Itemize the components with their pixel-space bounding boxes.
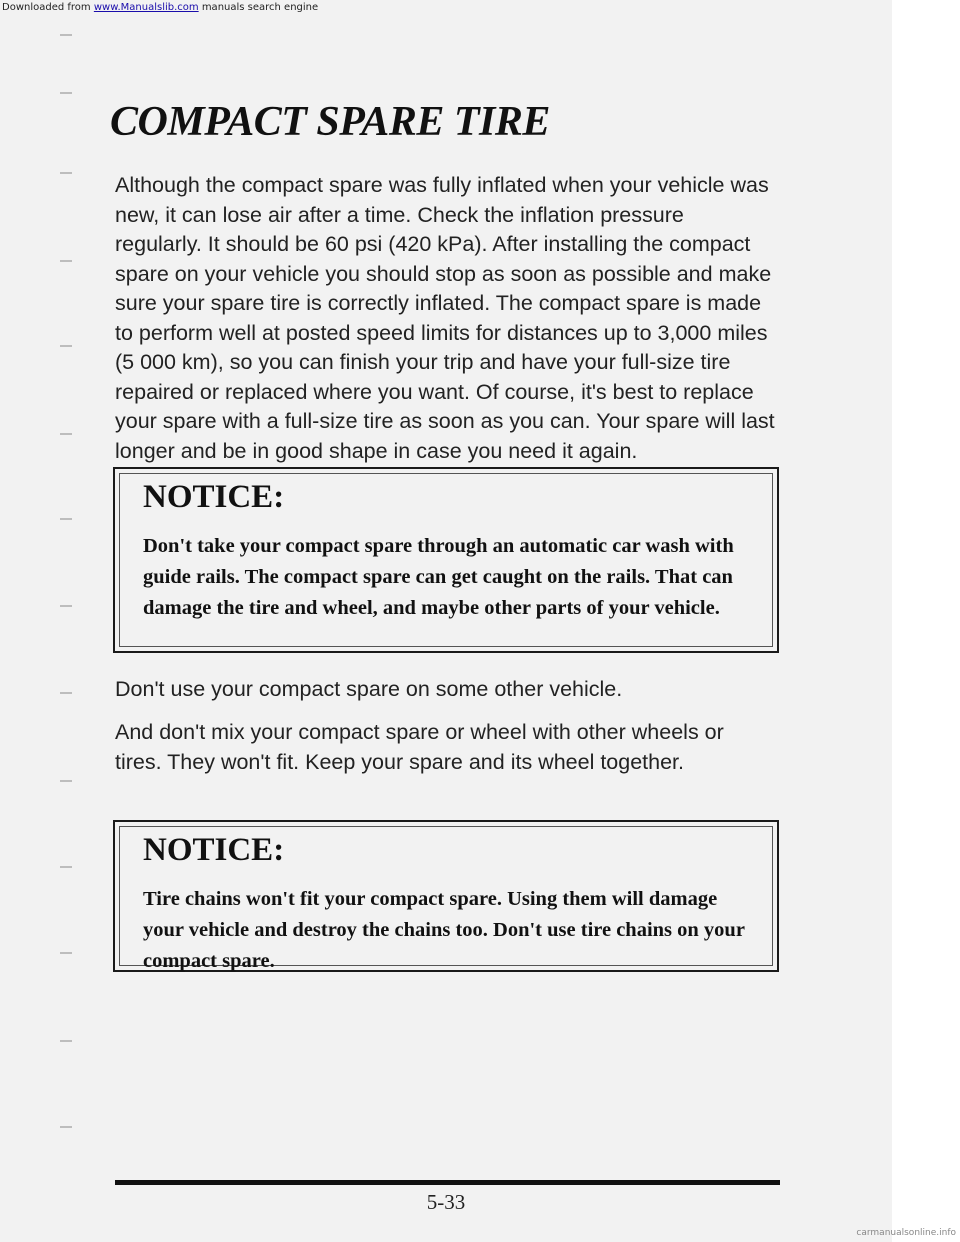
notice-body: Don't take your compact spare through an automatic car wash with guide rails. The compact spare can get caught on the rails. That can damage the tire and wheel, and maybe other parts of your vehicle.: [143, 535, 734, 619]
site-watermark: carmanualsonline.info: [856, 1228, 956, 1238]
footer-rule: [115, 1180, 780, 1185]
margin-mark: [60, 345, 72, 347]
spare-usage-paragraph: Don't use your compact spare on some other vehicle.: [115, 677, 623, 701]
download-watermark: [2, 2, 318, 13]
intro-paragraph: Although the compact spare was fully inflated when your vehicle was new, it can lose air after a time. Check the inflation pressure regularly. It should be 60 psi (420 kPa). After installing the compact spare on your vehicle you should stop as soon as possible and make sure your spare tire is correctly inflated. The compact spare is made to perform well at posted speed limits for distances up to 3,000 miles (5 000 km), so you can finish your trip and have your full-size tire repaired or replaced where you want. Of course, it's best to replace your spare with a full-size tire as soon as you can. Your spare will last longer and be in good shape in case you need it again.: [115, 173, 775, 463]
page-number: 5-33: [426, 1190, 466, 1214]
notice-box: [113, 820, 779, 972]
watermark-link[interactable]: www.Manualslib.com: [93, 2, 199, 13]
watermark-prefix: Downloaded from: [2, 2, 94, 13]
notice-box: [113, 467, 779, 653]
mixing-paragraph: And don't mix your compact spare or wheel with other wheels or tires. They won't fit. Keep your spare and its wheel together.: [115, 720, 724, 774]
margin-mark: [60, 92, 72, 94]
margin-mark: [60, 952, 72, 954]
notice-heading: NOTICE:: [143, 832, 285, 868]
margin-mark: [60, 866, 72, 868]
margin-mark: [60, 433, 72, 435]
margin-mark: [60, 692, 72, 694]
notice-heading: NOTICE:: [143, 479, 285, 515]
margin-mark: [60, 1040, 72, 1042]
margin-mark: [60, 780, 72, 782]
margin-mark: [60, 518, 72, 520]
notice-body: Tire chains won't fit your compact spare. Using them will damage your vehicle and destroy the chains too. Don't use tire chains on your compact spare.: [143, 888, 745, 972]
watermark-suffix: manuals search engine: [198, 2, 319, 13]
margin-mark: [60, 172, 72, 174]
page-title: COMPACT SPARE TIRE: [110, 99, 550, 145]
margin-mark: [60, 34, 72, 36]
margin-mark: [60, 605, 72, 607]
margin-mark: [60, 260, 72, 262]
margin-mark: [60, 1126, 72, 1128]
